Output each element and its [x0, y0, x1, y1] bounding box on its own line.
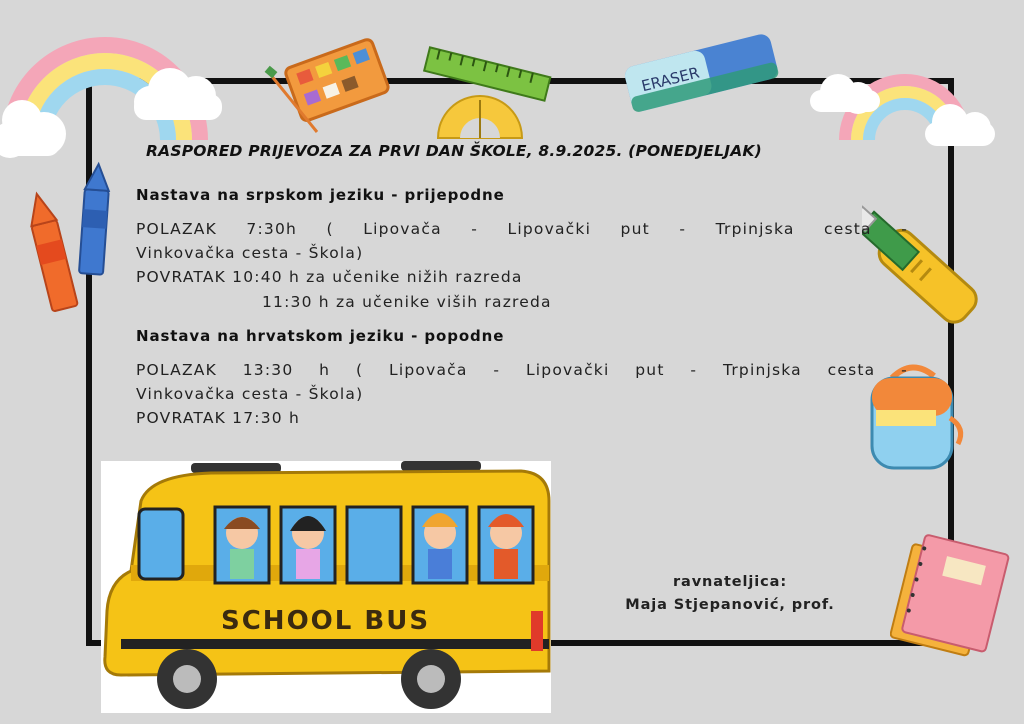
serbian-departure-word: - — [471, 220, 479, 238]
croatian-departure-word: 13:30 — [242, 361, 294, 379]
croatian-section-heading: Nastava na hrvatskom jeziku - popodne — [136, 327, 505, 345]
serbian-departure-word: Trpinjska — [715, 220, 795, 238]
serbian-departure-line — [136, 220, 908, 238]
croatian-departure-word: Lipovački — [525, 361, 610, 379]
school-bus-picture — [101, 461, 551, 713]
croatian-return-line: POVRATAK 17:30 h — [136, 409, 300, 427]
croatian-departure-word: - — [690, 361, 698, 379]
notebooks-icon — [890, 524, 1020, 664]
serbian-departure-word: cesta — [824, 220, 872, 238]
croatian-departure-word: cesta — [827, 361, 876, 379]
rainbow-left-icon — [0, 10, 230, 160]
croatian-departure-word: h — [319, 361, 331, 379]
signature-role: ravnateljica: — [672, 574, 788, 590]
serbian-return-line: POVRATAK 10:40 h za učenike nižih razreda — [136, 268, 523, 286]
serbian-departure-word: - — [901, 220, 908, 238]
rainbow-right-icon — [800, 30, 1024, 160]
serbian-return-line-upper-grades: 11:30 h za učenike viših razreda — [262, 293, 552, 311]
croatian-departure-word: ( — [355, 361, 364, 379]
croatian-departure-word: POLAZAK — [136, 361, 217, 379]
serbian-departure-word: ( — [326, 220, 334, 238]
serbian-departure-word: POLAZAK — [136, 220, 217, 238]
serbian-section-heading: Nastava na srpskom jeziku - prijepodne — [136, 186, 505, 204]
croatian-departure-word: Lipovača — [389, 361, 468, 379]
croatian-departure-word: Trpinjska — [722, 361, 802, 379]
croatian-departure-word: put — [635, 361, 665, 379]
signature-name: Maja Stjepanović, prof. — [625, 597, 835, 613]
serbian-departure-word: 7:30h — [246, 220, 298, 238]
paint-palette-icon — [262, 32, 402, 137]
serbian-departure-route: Vinkovačka cesta - Škola) — [136, 244, 364, 262]
page-title: RASPORED PRIJEVOZA ZA PRVI DAN ŠKOLE, 8.9.2025. (PONEDJELJAK) — [146, 142, 762, 160]
serbian-departure-word: put — [620, 220, 650, 238]
utility-knife-icon — [862, 166, 1012, 331]
croatian-departure-line — [136, 361, 908, 379]
croatian-departure-word: - — [493, 361, 501, 379]
school-bus-icon — [101, 461, 551, 713]
eraser-label: ERASER — [639, 63, 702, 96]
eraser-icon — [618, 22, 783, 122]
school-bus-label: SCHOOL BUS — [221, 606, 431, 636]
crayons-icon — [20, 160, 120, 320]
serbian-departure-word: - — [679, 220, 687, 238]
croatian-departure-word: - — [901, 361, 908, 379]
serbian-departure-word: Lipovača — [363, 220, 442, 238]
croatian-departure-route: Vinkovačka cesta - Škola) — [136, 385, 364, 403]
serbian-departure-word: Lipovački — [507, 220, 592, 238]
protractor-icon — [430, 78, 530, 148]
